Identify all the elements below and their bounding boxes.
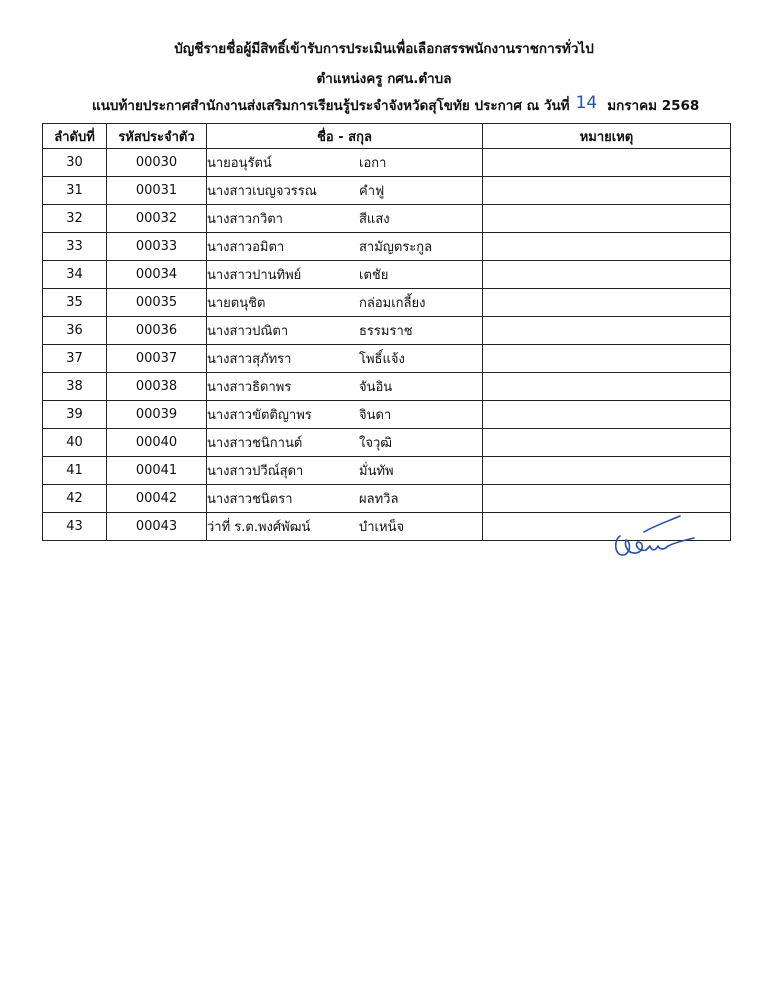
last-name: จินดา [359, 408, 392, 423]
announcement-month-year: มกราคม 2568 [607, 98, 700, 114]
first-name: นางสาวกวิตา [207, 212, 283, 227]
table-row [43, 401, 731, 429]
candidate-code: 00030 [107, 149, 207, 177]
order-number: 30 [43, 149, 107, 177]
last-name: มั่นทัพ [359, 464, 394, 479]
candidate-code: 00043 [107, 513, 207, 541]
table-row [43, 205, 731, 233]
table-row [43, 485, 731, 513]
last-name: โพธิ์แจ้ง [359, 352, 405, 367]
column-header-name: ชื่อ - สกุล [207, 124, 483, 149]
last-name: ใจวุฒิ [359, 436, 393, 451]
candidate-name [207, 429, 483, 457]
last-name: คำฟู [359, 184, 385, 199]
candidate-name [207, 317, 483, 345]
first-name: นายอนุรัตน์ [207, 156, 272, 171]
order-number: 38 [43, 373, 107, 401]
candidate-code: 00036 [107, 317, 207, 345]
order-number: 32 [43, 205, 107, 233]
table-row [43, 429, 731, 457]
last-name: สามัญตระกูล [359, 240, 433, 255]
candidate-name [207, 401, 483, 429]
candidate-code: 00040 [107, 429, 207, 457]
candidate-code: 00031 [107, 177, 207, 205]
table-row [43, 233, 731, 261]
candidate-table [42, 123, 731, 541]
last-name: เตชัย [359, 268, 389, 283]
remark [483, 177, 731, 205]
remark [483, 457, 731, 485]
candidate-code: 00038 [107, 373, 207, 401]
candidate-code: 00035 [107, 289, 207, 317]
last-name: สีแสง [359, 212, 390, 227]
last-name: กล่อมเกลี้ยง [359, 296, 426, 311]
candidate-code: 00041 [107, 457, 207, 485]
column-header-order: ลำดับที่ [43, 124, 107, 149]
first-name: นางสาวอมิตา [207, 240, 285, 255]
announcement-day: 14 [575, 93, 598, 113]
first-name: ว่าที่ ร.ต.พงศ์พัฒน์ [207, 520, 311, 535]
document-title: บัญชีรายชื่อผู้มีสิทธิ์เข้ารับการประเมินเพื่อเลือกสรรพนักงานราชการทั่วไป [174, 41, 594, 57]
table-row [43, 177, 731, 205]
table-row [43, 457, 731, 485]
first-name: นางสาวชนิตรา [207, 492, 293, 507]
remark [483, 261, 731, 289]
table-row [43, 373, 731, 401]
candidate-name [207, 373, 483, 401]
table-row [43, 317, 731, 345]
column-header-remark: หมายเหตุ [483, 124, 731, 149]
candidate-code: 00033 [107, 233, 207, 261]
candidate-code: 00037 [107, 345, 207, 373]
last-name: เอกา [359, 156, 387, 171]
last-name: บำเหน็จ [359, 520, 405, 535]
remark [483, 289, 731, 317]
remark [483, 233, 731, 261]
announcement-prefix: แนบท้ายประกาศสำนักงานส่งเสริมการเรียนรู้ประจำจังหวัดสุโขทัย ประกาศ ณ วันที่ [92, 98, 570, 114]
first-name: นางสาวขัตติญาพร [207, 408, 312, 423]
first-name: นางสาวธิดาพร [207, 380, 292, 395]
signature [606, 510, 698, 566]
table-header-row [43, 124, 731, 149]
first-name: นางสาวชนิกานต์ [207, 436, 303, 451]
table-row [43, 289, 731, 317]
remark [483, 205, 731, 233]
candidate-code: 00032 [107, 205, 207, 233]
candidate-code: 00039 [107, 401, 207, 429]
remark [483, 317, 731, 345]
candidate-name [207, 345, 483, 373]
order-number: 36 [43, 317, 107, 345]
candidate-name [207, 485, 483, 513]
order-number: 31 [43, 177, 107, 205]
last-name: จันอิน [359, 380, 393, 395]
table-row [43, 261, 731, 289]
first-name: นางสาวปณิตา [207, 324, 289, 339]
order-number: 37 [43, 345, 107, 373]
candidate-name [207, 261, 483, 289]
last-name: ผลทวิล [359, 492, 399, 507]
candidate-name [207, 149, 483, 177]
first-name: นางสาวปวีณ์สุดา [207, 464, 304, 479]
remark [483, 373, 731, 401]
order-number: 42 [43, 485, 107, 513]
last-name: ธรรมราช [359, 324, 413, 339]
order-number: 39 [43, 401, 107, 429]
position-subtitle: ตำแหน่งครู กศน.ตำบล [316, 71, 452, 87]
remark [483, 149, 731, 177]
candidate-name [207, 233, 483, 261]
table-row [43, 149, 731, 177]
candidate-name [207, 205, 483, 233]
remark [483, 429, 731, 457]
order-number: 34 [43, 261, 107, 289]
order-number: 41 [43, 457, 107, 485]
candidate-name [207, 177, 483, 205]
order-number: 40 [43, 429, 107, 457]
first-name: นางสาวเบญจวรรณ [207, 184, 317, 199]
column-header-code: รหัสประจำตัว [107, 124, 207, 149]
first-name: นางสาวปานทิพย์ [207, 268, 302, 283]
candidate-name [207, 457, 483, 485]
remark [483, 485, 731, 513]
first-name: นางสาวสุภัทรา [207, 352, 292, 367]
remark [483, 401, 731, 429]
first-name: นายตนุชิต [207, 296, 266, 311]
order-number: 33 [43, 233, 107, 261]
table-body [43, 149, 731, 541]
candidate-name [207, 289, 483, 317]
table-row [43, 345, 731, 373]
order-number: 35 [43, 289, 107, 317]
order-number: 43 [43, 513, 107, 541]
candidate-code: 00042 [107, 485, 207, 513]
remark [483, 345, 731, 373]
announcement-line [92, 94, 699, 116]
candidate-name [207, 513, 483, 541]
candidate-code: 00034 [107, 261, 207, 289]
